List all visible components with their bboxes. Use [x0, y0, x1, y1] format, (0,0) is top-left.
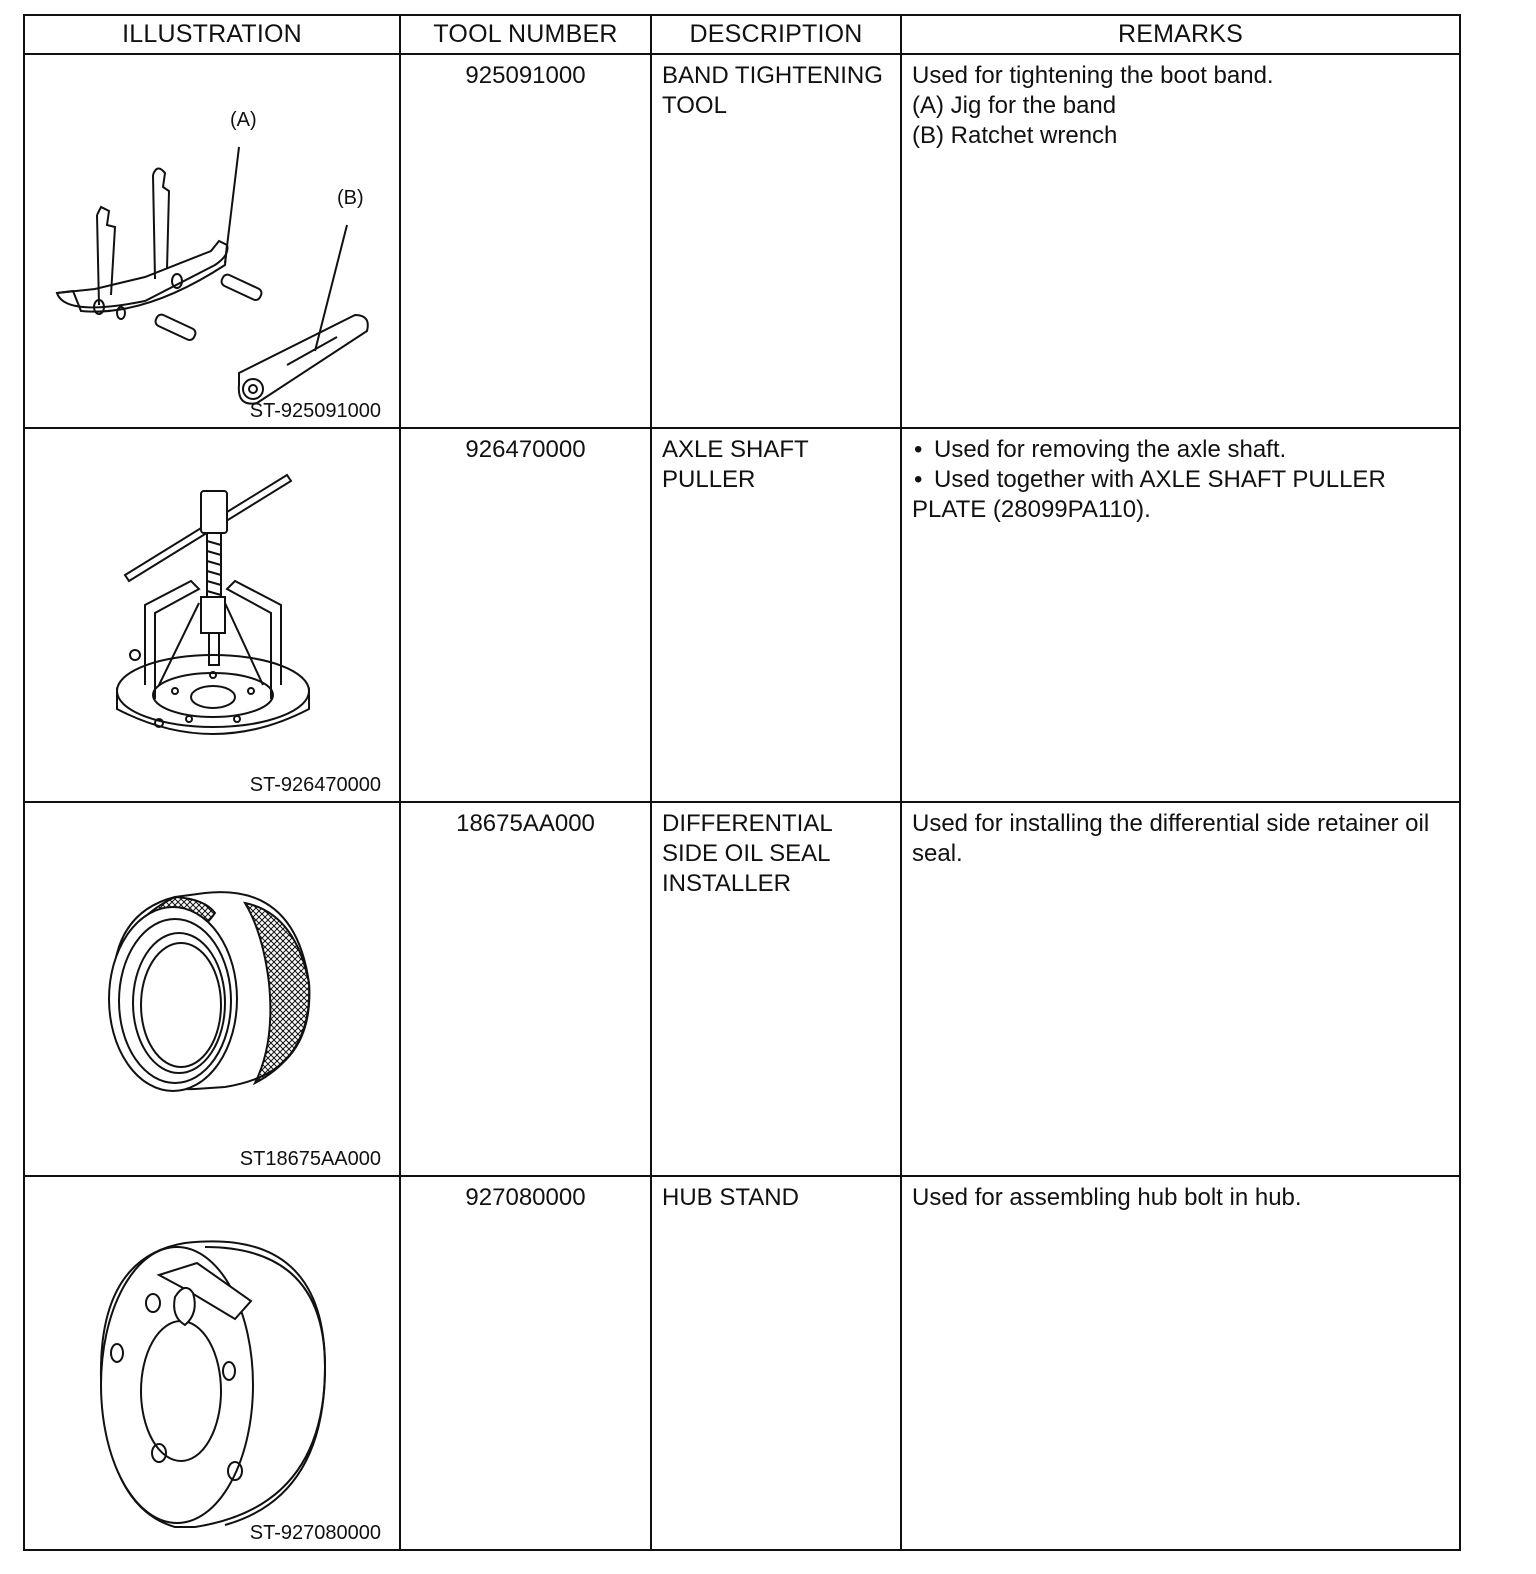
tool-number: 925091000 — [465, 62, 586, 89]
description-cell — [651, 428, 901, 802]
header-row — [24, 15, 1460, 54]
remarks-cell — [901, 802, 1460, 1176]
table-row — [24, 428, 1460, 802]
tool-number: 926470000 — [465, 436, 586, 463]
tool-number-cell — [400, 802, 651, 1176]
remarks-cell — [901, 54, 1460, 428]
illustration-code: ST18675AA000 — [239, 1148, 381, 1170]
illustration-cell — [24, 1176, 400, 1550]
description-cell — [651, 54, 901, 428]
illustration-cell — [24, 428, 400, 802]
tool-number-cell — [400, 428, 651, 802]
illustration-code: ST-926470000 — [249, 774, 381, 796]
tool-description: DIFFERENTIAL SIDE OIL SEAL INSTALLER — [662, 810, 832, 897]
header-tool-number: TOOL NUMBER — [400, 15, 651, 54]
remark-bullet: • Used for removing the axle shaft. — [912, 435, 1449, 465]
remarks-cell — [901, 428, 1460, 802]
callout-a: (A) — [230, 109, 257, 131]
remarks-cell — [901, 1176, 1460, 1550]
tool-description: AXLE SHAFT PULLER — [662, 436, 809, 493]
band-tightening-tool-illustration — [25, 55, 401, 427]
remark-line: (B) Ratchet wrench — [912, 122, 1118, 149]
header-description: DESCRIPTION — [651, 15, 901, 54]
table-row — [24, 802, 1460, 1176]
description-cell — [651, 1176, 901, 1550]
header-remarks: REMARKS — [901, 15, 1460, 54]
hub-stand-illustration — [25, 1177, 401, 1549]
remark-bullet: • Used together with AXLE SHAFT PULLER — [912, 465, 1449, 495]
tool-number-cell — [400, 1176, 651, 1550]
header-illustration: ILLUSTRATION — [24, 15, 400, 54]
tool-description: BAND TIGHTENING TOOL — [662, 62, 883, 119]
remarks — [902, 55, 1459, 151]
illustration-cell — [24, 54, 400, 428]
illustration-code: ST-925091000 — [249, 400, 381, 422]
callout-b: (B) — [337, 187, 364, 209]
axle-shaft-puller-illustration — [25, 429, 401, 801]
description-cell — [651, 802, 901, 1176]
remarks — [902, 429, 1459, 525]
remark-continuation: PLATE (28099PA110). — [912, 496, 1151, 523]
illustration-cell — [24, 802, 400, 1176]
tool-number: 18675AA000 — [456, 810, 595, 837]
special-tools-table — [23, 14, 1461, 1551]
oil-seal-installer-illustration — [25, 803, 401, 1175]
remarks: Used for installing the differential side retainer oil seal. — [912, 810, 1430, 867]
table-row — [24, 1176, 1460, 1550]
table-row — [24, 54, 1460, 428]
tool-description: HUB STAND — [662, 1184, 799, 1211]
remark-line: (A) Jig for the band — [912, 92, 1117, 119]
tool-number: 927080000 — [465, 1184, 586, 1211]
remark-line: Used for tightening the boot band. — [912, 62, 1274, 89]
illustration-code: ST-927080000 — [249, 1522, 381, 1544]
tool-number-cell — [400, 54, 651, 428]
remarks: Used for assembling hub bolt in hub. — [912, 1184, 1302, 1211]
